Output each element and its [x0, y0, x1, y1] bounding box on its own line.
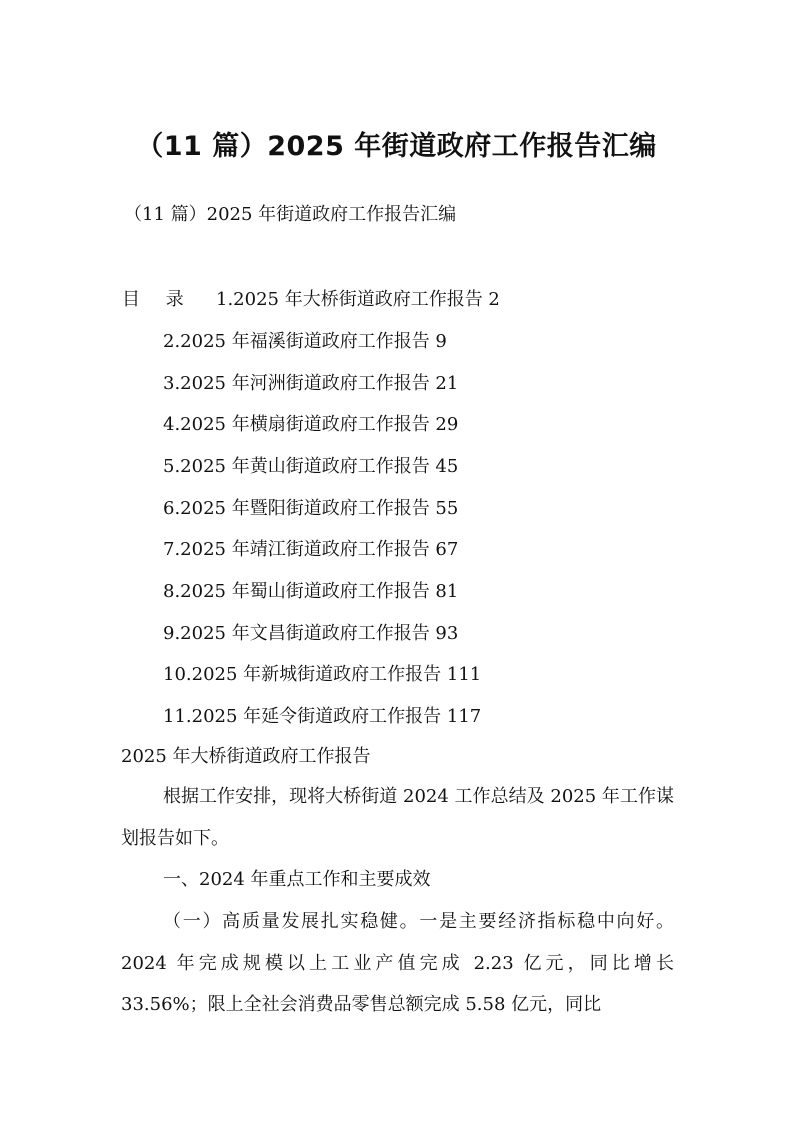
body-paragraph: 一、2024 年重点工作和主要成效: [163, 869, 431, 890]
toc-item[interactable]: 3.2025 年河洲街道政府工作报告 21: [163, 373, 459, 394]
toc-label: 目 录: [122, 289, 194, 310]
toc-item[interactable]: 10.2025 年新城街道政府工作报告 111: [163, 664, 482, 685]
document-title: （11 篇）2025 年街道政府工作报告汇编: [136, 131, 657, 162]
toc-item[interactable]: 5.2025 年黄山街道政府工作报告 45: [163, 456, 459, 477]
toc-item[interactable]: 7.2025 年靖江街道政府工作报告 67: [163, 539, 459, 560]
toc-item[interactable]: 1.2025 年大桥街道政府工作报告 2: [216, 289, 500, 310]
toc-item[interactable]: 8.2025 年蜀山街道政府工作报告 81: [163, 581, 459, 602]
toc-item[interactable]: 11.2025 年延令街道政府工作报告 117: [163, 706, 482, 727]
body-paragraph: （一）高质量发展扎实稳健。一是主要经济指标稳中向好。2024 年完成规模以上工业产值完成 2.23 亿元，同比增长 33.56%；限上全社会消费品零售总额完成 5.58 亿元，同比: [121, 911, 674, 1015]
body-paragraph: 根据工作安排，现将大桥街道 2024 工作总结及 2025 年工作谋划报告如下。: [121, 786, 674, 849]
toc-item[interactable]: 4.2025 年横扇街道政府工作报告 29: [163, 414, 459, 435]
toc-item[interactable]: 9.2025 年文昌街道政府工作报告 93: [163, 623, 459, 644]
toc-first-line: [122, 285, 500, 311]
document-subtitle: （11 篇）2025 年街道政府工作报告汇编: [124, 204, 457, 225]
toc-item[interactable]: 6.2025 年暨阳街道政府工作报告 55: [163, 498, 459, 519]
toc-item[interactable]: 2.2025 年福溪街道政府工作报告 9: [163, 331, 447, 352]
section-title: 2025 年大桥街道政府工作报告: [121, 746, 371, 767]
